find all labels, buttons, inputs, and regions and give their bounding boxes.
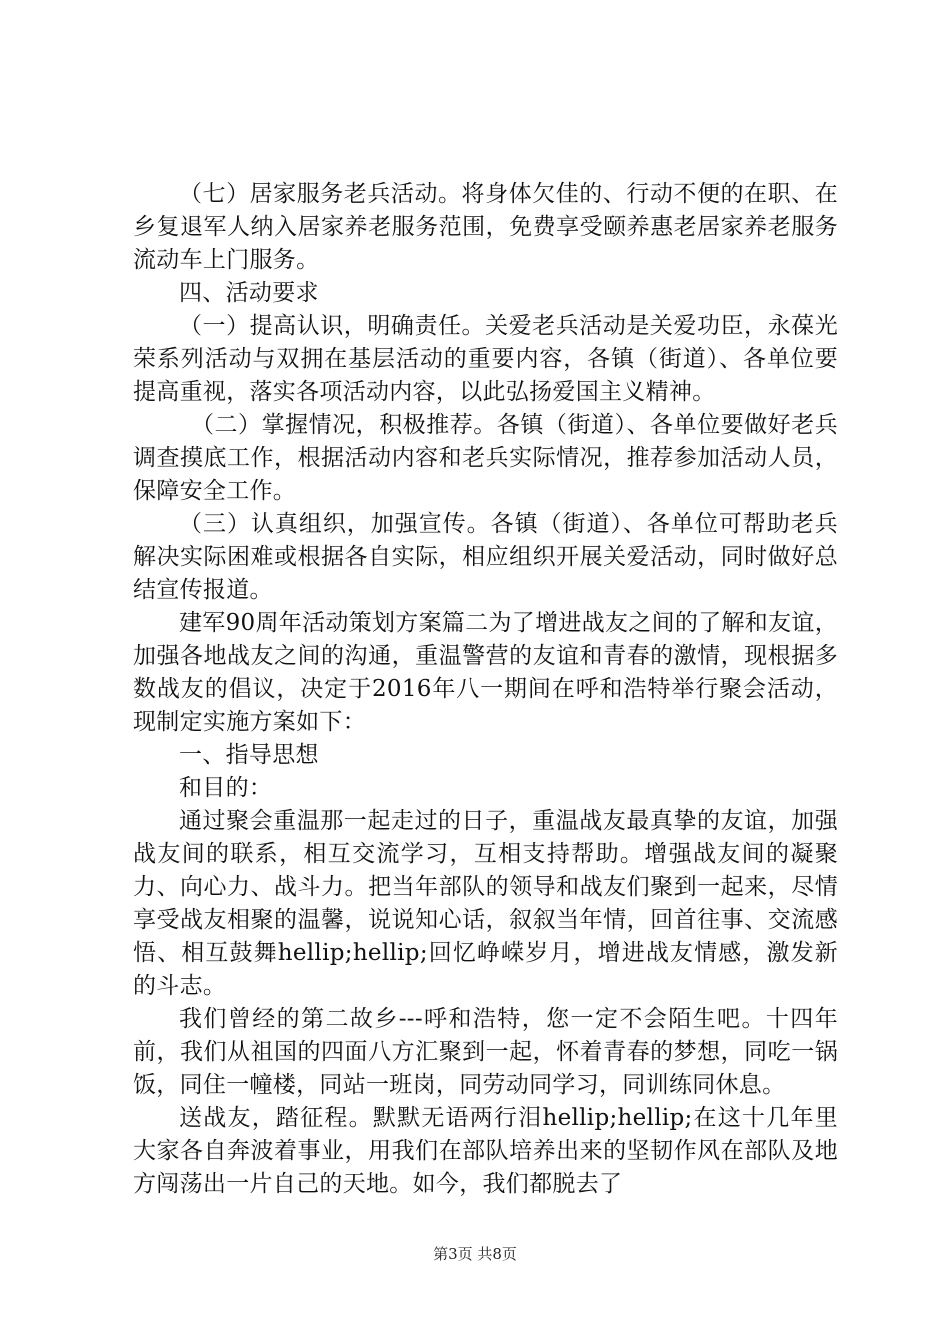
- heading-purpose: 和目的：: [179, 775, 273, 801]
- paragraph-farewell: 送战友，踏征程。默默无语两行泪hellip;hellip;在这十几年里大家各自奔波着事业，用我们在部队培养出来的坚韧作风在部队及地方闯荡出一片自己的天地。如今，我们都脱去了: [133, 1105, 838, 1197]
- page-footer: 第3页 共8页: [433, 1245, 517, 1263]
- paragraph-second-hometown: 我们曾经的第二故乡---呼和浩特，您一定不会陌生吧。十四年前，我们从祖国的四面八方汇聚到一起，怀着青春的梦想，同吃一锅饭，同住一幢楼，同站一班岗，同劳动同学习，同训练同休息。: [133, 1006, 838, 1098]
- paragraph-organize-publicize: （三）认真组织，加强宣传。各镇（街道）、各单位可帮助老兵解决实际困难或根据各自实际，相应组织开展关爱活动，同时做好总结宣传报道。: [133, 511, 838, 603]
- paragraph-plan-two-intro: 建军90周年活动策划方案篇二为了增进战友之间的了解和友谊，加强各地战友之间的沟通，重温警营的友谊和青春的激情，现根据多数战友的倡议，决定于2016年八一期间在呼和浩特举行聚会活动，现制定实施方案如下：: [133, 610, 838, 735]
- paragraph-reunion-purpose: 通过聚会重温那一起走过的日子，重温战友最真挚的友谊，加强战友间的联系，相互交流学习，互相支持帮助。增强战友间的凝聚力、向心力、战斗力。把当年部队的领导和战友们聚到一起来，尽情享受战友相聚的温馨，说说知心话，叙叙当年情，回首往事、交流感悟、相互鼓舞hellip;hellip;回忆峥嵘岁月，增进战友情感，激发新的斗志。: [133, 808, 838, 999]
- paragraph-grasp-situation: （二）掌握情况，积极推荐。各镇（街道）、各单位要做好老兵调查摸底工作，根据活动内容和老兵实际情况，推荐参加活动人员，保障安全工作。: [133, 412, 838, 504]
- document-body: [133, 178, 838, 1201]
- paragraph-home-service: （七）居家服务老兵活动。将身体欠佳的、行动不便的在职、在乡复退军人纳入居家养老服务范围，免费享受颐养惠老居家养老服务流动车上门服务。: [133, 181, 838, 273]
- heading-activity-requirements: 四、活动要求: [179, 280, 319, 306]
- paragraph-raise-awareness: （一）提高认识，明确责任。关爱老兵活动是关爱功臣，永葆光荣系列活动与双拥在基层活动的重要内容，各镇（街道）、各单位要提高重视，落实各项活动内容，以此弘扬爱国主义精神。: [133, 313, 838, 405]
- heading-guiding-thought: 一、指导思想: [179, 742, 319, 768]
